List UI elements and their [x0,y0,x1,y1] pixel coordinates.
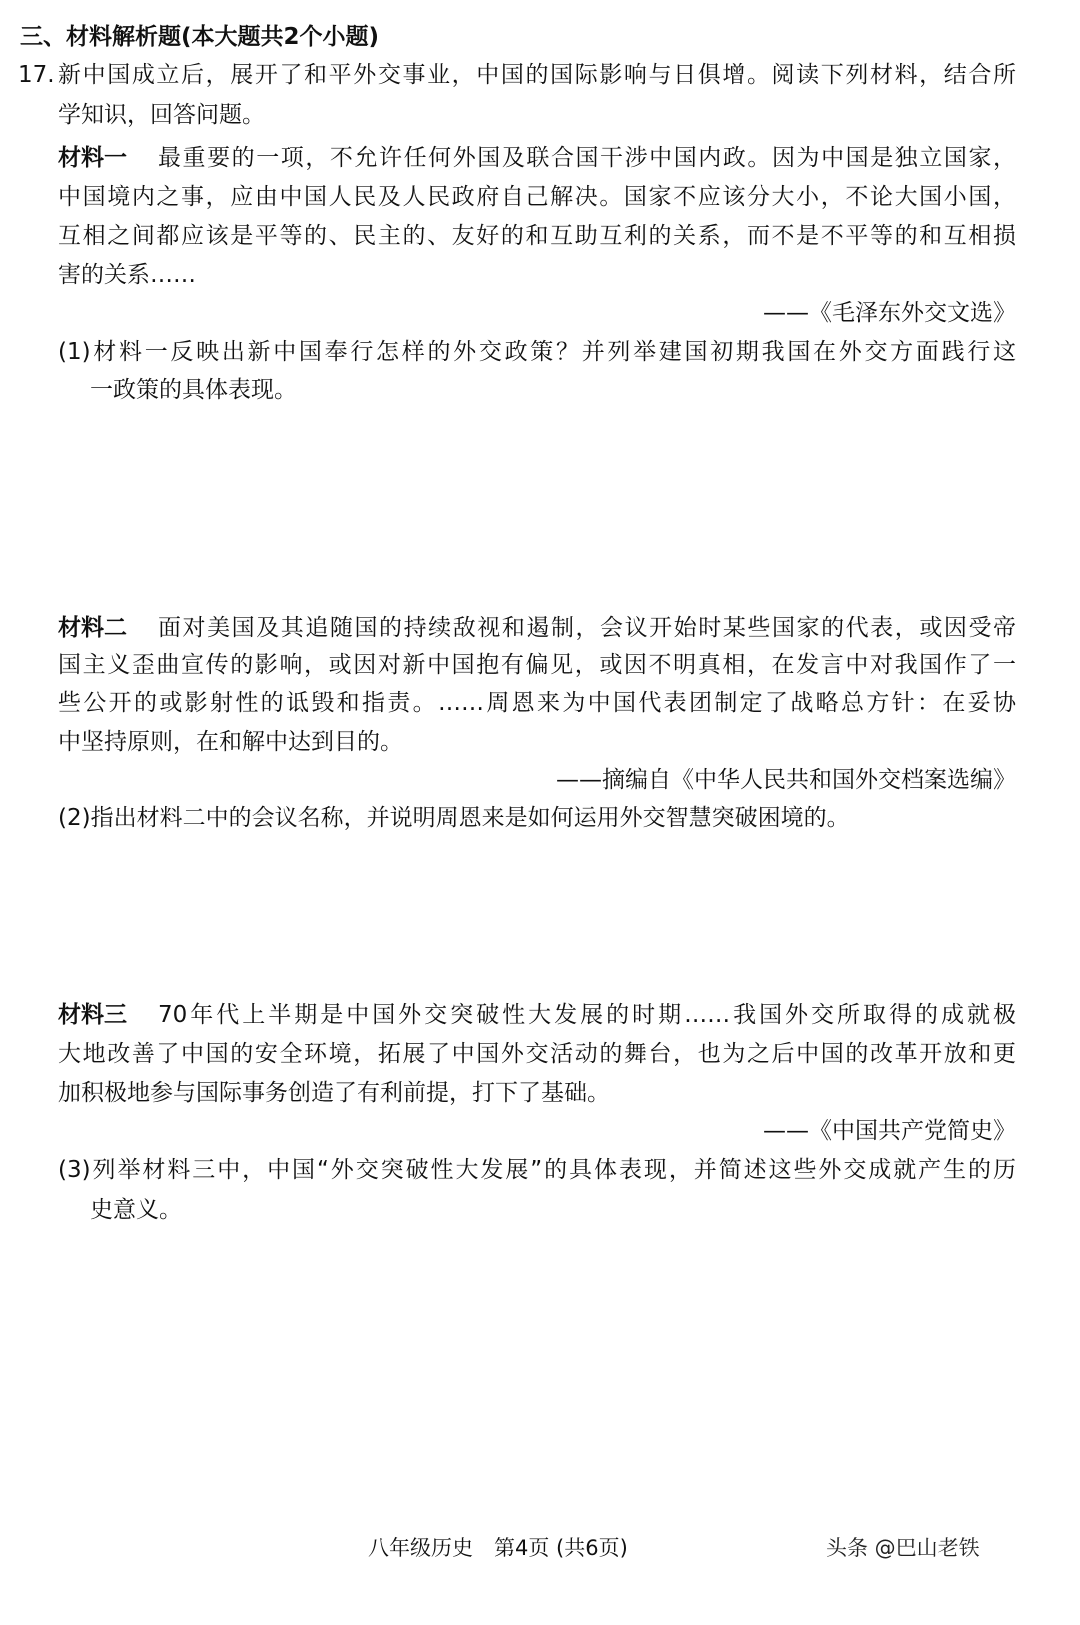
material1-label: 材料一 [58,145,127,171]
question1: (1)材料一反映出新中国奉行怎样的外交政策？并列举建国初期我国在外交方面践行这 [58,339,1016,365]
question1: 一政策的具体表现。 [90,377,297,403]
material3-text: 70年代上半期是中国外交突破性大发展的时期……我国外交所取得的成就极 [158,1002,1016,1028]
page-footer: 八年级历史 第4页 (共6页) [368,1536,628,1560]
material3-label: 材料三 [58,1002,127,1028]
watermark: 头条 @巴山老铁 [826,1536,980,1560]
question-intro: 学知识，回答问题。 [58,102,265,128]
question3: 史意义。 [90,1197,182,1223]
material2-text: 中坚持原则，在和解中达到目的。 [58,729,403,755]
material2-text: 些公开的或影射性的诋毁和指责。……周恩来为中国代表团制定了战略总方针：在妥协 [58,690,1016,716]
material1-text: 最重要的一项，不允许任何外国及联合国干涉中国内政。因为中国是独立国家， [158,145,1016,171]
material3-text: 加积极地参与国际事务创造了有利前提，打下了基础。 [58,1080,610,1106]
material1-source: ——《毛泽东外交文选》 [763,300,1016,326]
section-title: 三、材料解析题(本大题共2个小题) [20,24,380,50]
material1-text: 互相之间都应该是平等的、民主的、友好的和互助互利的关系，而不是不平等的和互相损 [58,223,1016,249]
material2-text: 面对美国及其追随国的持续敌视和遏制，会议开始时某些国家的代表，或因受帝 [158,615,1016,641]
material2-label: 材料二 [58,615,127,641]
question-number: 17. [18,62,55,88]
material1-text: 中国境内之事，应由中国人民及人民政府自己解决。国家不应该分大小，不论大国小国， [58,184,1016,210]
material1-text: 害的关系…… [58,262,196,288]
question-intro: 新中国成立后，展开了和平外交事业，中国的国际影响与日俱增。阅读下列材料，结合所 [58,62,1016,88]
material3-source: ——《中国共产党简史》 [763,1118,1016,1144]
material3-text: 大地改善了中国的安全环境，拓展了中国外交活动的舞台，也为之后中国的改革开放和更 [58,1041,1016,1067]
question3: (3)列举材料三中，中国“外交突破性大发展”的具体表现，并简述这些外交成就产生的历 [58,1157,1016,1183]
question2: (2)指出材料二中的会议名称，并说明周恩来是如何运用外交智慧突破困境的。 [58,805,850,831]
material2-source: ——摘编自《中华人民共和国外交档案选编》 [556,767,1016,793]
material2-text: 国主义歪曲宣传的影响，或因对新中国抱有偏见，或因不明真相，在发言中对我国作了一 [58,652,1016,678]
